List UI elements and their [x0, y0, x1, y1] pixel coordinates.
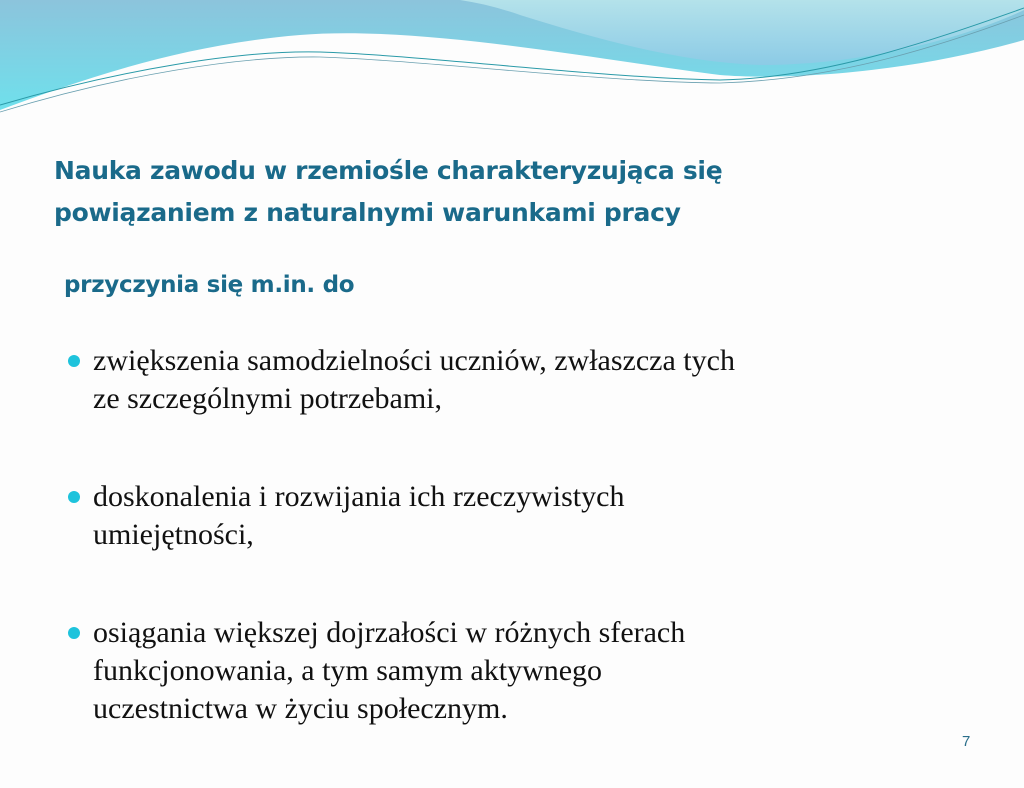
slide-title [54, 150, 954, 234]
slide-subtitle: przyczynia się m.in. do [64, 272, 355, 298]
bullet-dot-icon [68, 627, 80, 639]
bullet-text-line: doskonalenia i rozwijania ich rzeczywistych [93, 480, 625, 513]
bullet-text-line: ze szczególnymi potrzebami, [93, 382, 443, 415]
list-item [66, 478, 966, 554]
bullet-text-line: uczestnictwa w życiu społecznym. [93, 692, 508, 725]
bullet-dot-icon [68, 491, 80, 503]
header-wave-decoration [0, 0, 1024, 120]
bullet-text-line: zwiększenia samodzielności uczniów, zwłaszcza tych [93, 344, 735, 377]
title-line-1: Nauka zawodu w rzemiośle charakteryzująca się [54, 156, 723, 185]
list-item [66, 342, 966, 418]
bullet-list [66, 342, 966, 788]
page-number: 7 [962, 733, 971, 750]
bullet-text-line: osiągania większej dojrzałości w różnych sferach [93, 616, 686, 649]
bullet-text-line: funkcjonowania, a tym samym aktywnego [93, 654, 603, 687]
bullet-dot-icon [68, 355, 80, 367]
title-line-2: powiązaniem z naturalnymi warunkami pracy [54, 198, 681, 227]
list-item [66, 614, 966, 728]
bullet-text-line: umiejętności, [93, 518, 254, 551]
